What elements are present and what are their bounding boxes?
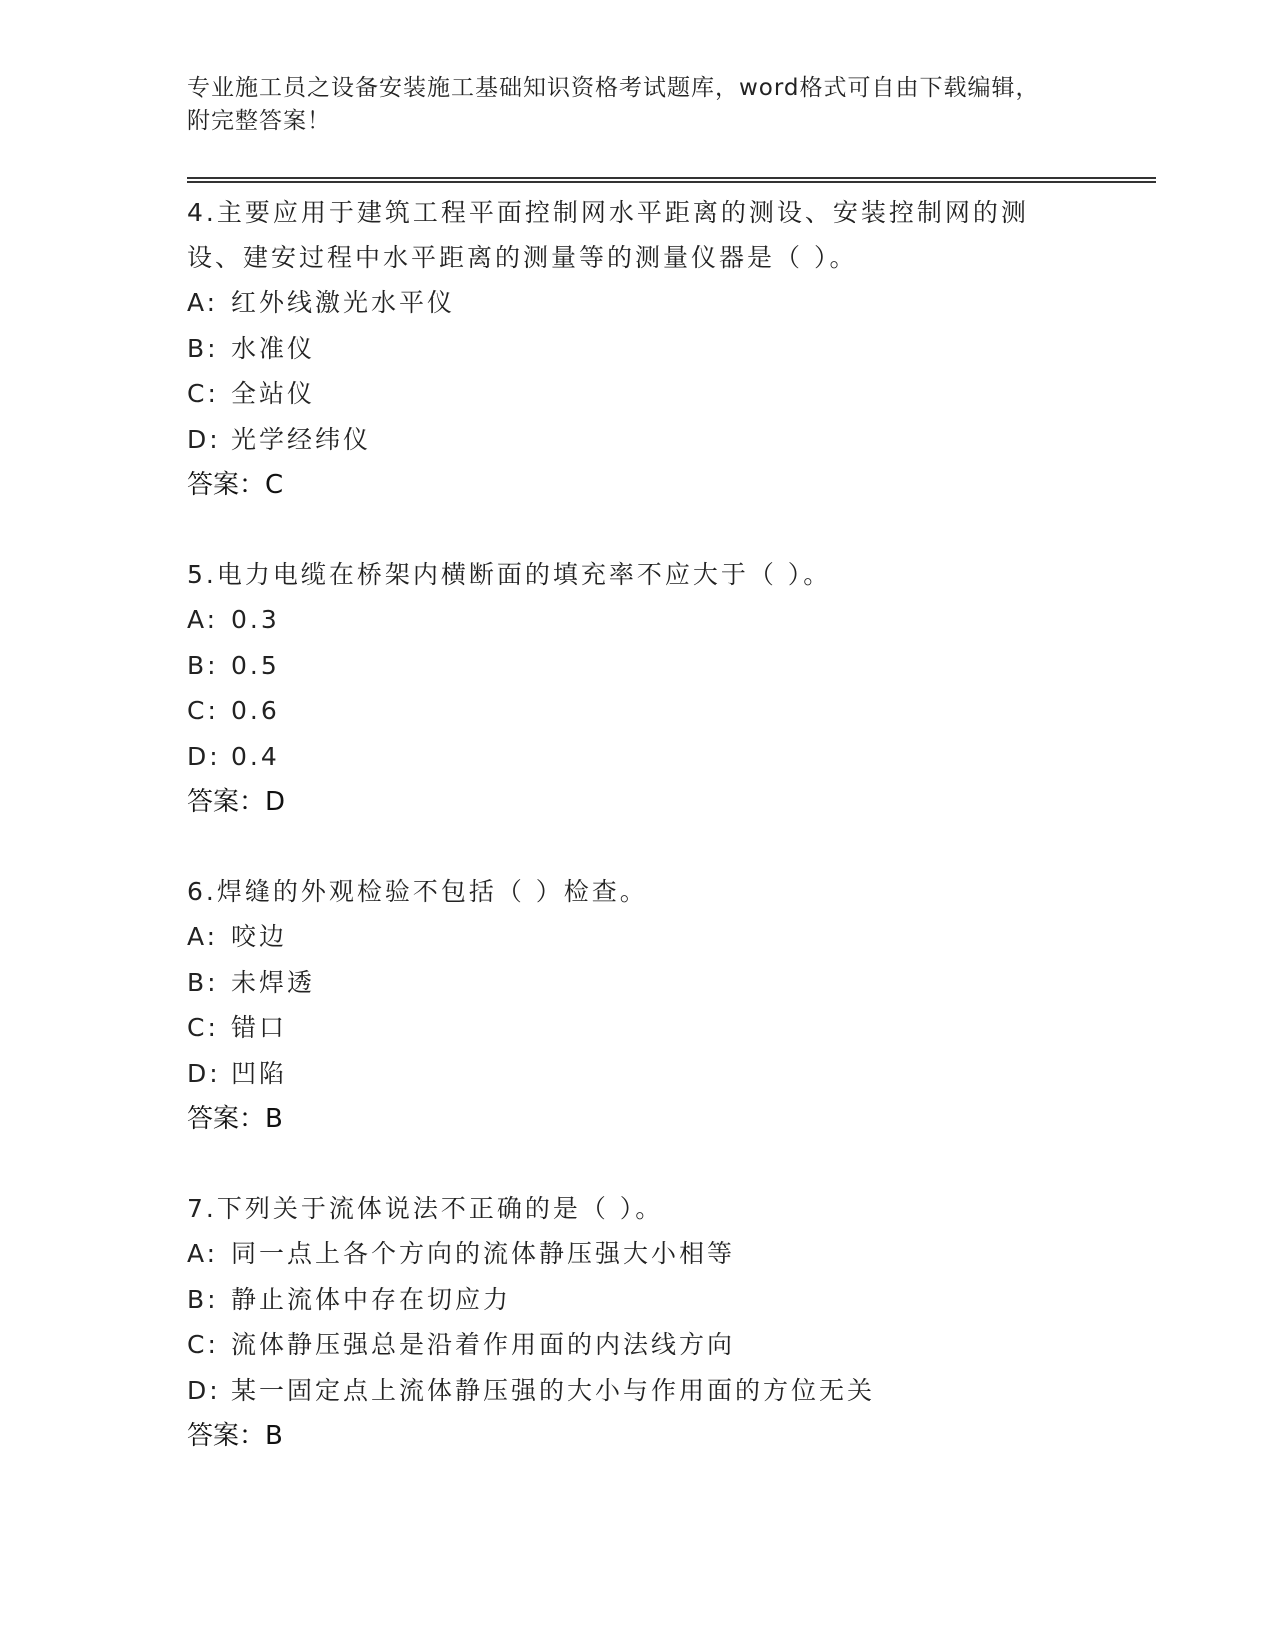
question-6 [187,869,1087,1142]
answer: 答案：B [187,1421,283,1451]
option-key: D: [187,1058,221,1088]
header-divider [187,177,1156,183]
option-key: A: [187,288,219,317]
option-c [187,1005,1087,1051]
option-text: 某一固定点上流体静压强的大小与作用面的方位无关 [231,1375,876,1405]
option-a [187,280,1087,326]
answer: 答案：B [187,1104,283,1134]
option-c [187,1322,1087,1368]
option-text: 红外线激光水平仪 [231,288,456,317]
option-text: 咬边 [231,922,288,951]
question-stem: 7.下列关于流体说法不正确的是（ ）。 [187,1194,664,1223]
option-d [187,417,1087,463]
option-a [187,1231,1087,1277]
option-d [187,1368,1087,1414]
answer: 答案：D [187,787,286,817]
option-text: 0.3 [231,605,280,634]
option-b [187,326,1087,372]
option-text: 水准仪 [231,333,316,363]
option-text: 静止流体中存在切应力 [231,1284,512,1314]
header-line-2: 附完整答案！ [187,108,331,134]
option-a [187,914,1087,960]
option-key: C: [187,696,219,725]
answer: 答案：C [187,470,284,500]
option-b [187,1277,1087,1323]
question-stem-continued: 设、建安过程中水平距离的测量等的测量仪器是（ ）。 [187,243,858,272]
option-text: 全站仪 [231,379,316,408]
option-key: B: [187,650,219,680]
option-key: D: [187,741,221,771]
option-key: C: [187,1330,219,1359]
option-a [187,597,1087,643]
question-5 [187,552,1087,825]
question-list [187,190,1087,1503]
document-header [187,72,1087,138]
option-key: B: [187,967,219,997]
option-key: D: [187,424,221,454]
question-stem: 4.主要应用于建筑工程平面控制网水平距离的测设、安装控制网的测 [187,198,1029,227]
option-key: A: [187,605,219,634]
option-c [187,688,1087,734]
option-text: 凹陷 [231,1058,288,1088]
option-text: 流体静压强总是沿着作用面的内法线方向 [231,1330,736,1359]
option-text: 未焊透 [231,967,316,997]
option-text: 光学经纬仪 [231,424,372,454]
question-4 [187,190,1087,508]
question-stem: 6.焊缝的外观检验不包括（ ）检查。 [187,877,648,906]
option-d [187,1051,1087,1097]
option-key: A: [187,922,219,951]
option-key: B: [187,1284,219,1314]
option-b [187,643,1087,689]
option-key: C: [187,379,219,408]
option-key: A: [187,1239,219,1268]
option-d [187,734,1087,780]
option-text: 0.4 [231,741,280,771]
option-c [187,371,1087,417]
option-b [187,960,1087,1006]
header-line-1: 专业施工员之设备安装施工基础知识资格考试题库，word格式可自由下载编辑， [187,75,1040,101]
question-7 [187,1186,1087,1459]
option-text: 同一点上各个方向的流体静压强大小相等 [231,1239,736,1268]
option-text: 0.6 [231,696,280,725]
option-key: B: [187,333,219,363]
option-key: C: [187,1013,219,1042]
option-text: 0.5 [231,650,280,680]
option-text: 错口 [231,1013,288,1042]
question-stem: 5.电力电缆在桥架内横断面的填充率不应大于（ ）。 [187,560,832,589]
option-key: D: [187,1375,221,1405]
